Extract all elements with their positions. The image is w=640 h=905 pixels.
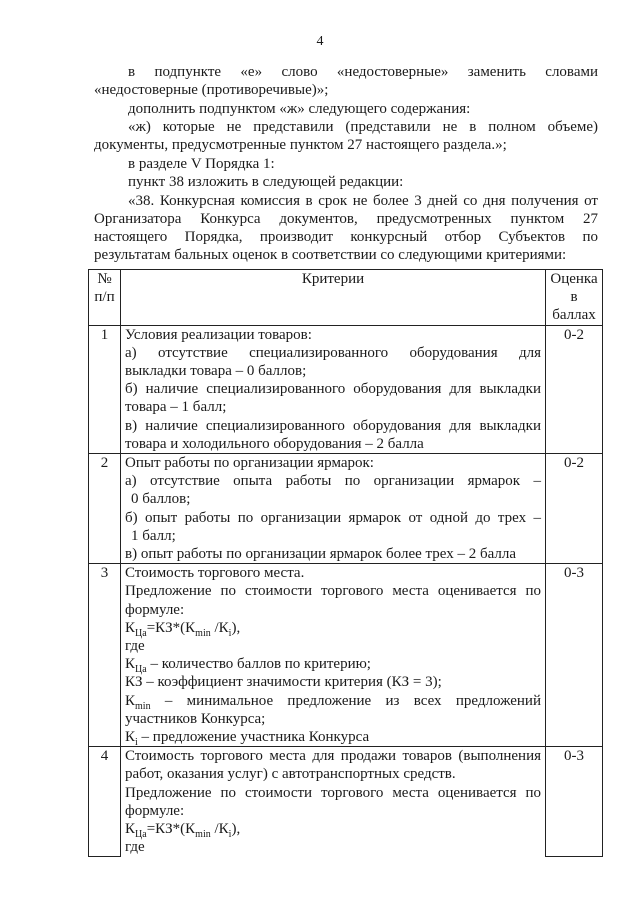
criteria-table — [88, 269, 603, 857]
header-num: № п/п — [89, 270, 121, 326]
paragraph-point-38: пункт 38 изложить в следующей редакции: — [128, 174, 404, 190]
table-header-row — [89, 270, 603, 326]
paragraph-section-v: в разделе V Порядка 1: — [128, 156, 275, 172]
paragraph-add-subpoint: дополнить подпунктом «ж» следующего содержания: — [128, 101, 471, 117]
table-row — [89, 325, 603, 453]
row-criteria: Опыт работы по организации ярмарок: а) отсутствие опыта работы по организации ярмарок – 0 баллов; б) опыт работы по организации ярмарок от одной до трех – 1 балл; в) опыт работы по организации ярмарок более трех – 2 балла — [121, 454, 546, 564]
paragraph-38-line2: Организатора Конкурса документов, предусмотренных пунктом 27 — [94, 211, 598, 227]
paragraph-subpoint-e-line1: в подпункте «е» слово «недостоверные» заменить словами — [128, 64, 598, 80]
table-row — [89, 454, 603, 564]
paragraph-subpoint-zh: «ж) которые не представили (представили не в полном объеме) — [128, 119, 598, 135]
page-number: 4 — [316, 34, 324, 49]
formula: $К_{Ца}=КЗ*(К_{min}$ $/К_i$), — [125, 619, 241, 639]
row-score: 0-3 — [546, 564, 603, 747]
row-criteria: Стоимость торгового места. Предложение по стоимости торгового места оценивается по формуле: $К_{Ца}=КЗ*(К_{min}$ $/К_i$), где $К_{Ца}$ – количество баллов по критерию; КЗ – коэффициент значимости критерия (КЗ = 3); $К_{min}$ – минимальное предложение из всех предложений участников Конкурса; $К_i$ – предложение участника Конкурса — [121, 564, 546, 747]
row-num: 3 — [89, 564, 121, 747]
header-score: Оценка в баллах — [546, 270, 603, 326]
formula: $К_{Ца}=КЗ*(К_{min}$ $/К_i$), — [125, 821, 241, 841]
table-row — [89, 747, 603, 857]
paragraph-38-line4: результатам бальных оценок в соответствии со следующими критериями: — [94, 247, 567, 263]
row-score: 0-2 — [546, 325, 603, 453]
row-num: 2 — [89, 454, 121, 564]
row-score: 0-3 — [546, 747, 603, 857]
row-num: 1 — [89, 325, 121, 453]
paragraph-38-line3: настоящего Порядка, производит конкурсный отбор Субъектов по — [94, 229, 598, 245]
header-criteria: Критерии — [121, 270, 546, 326]
paragraph-subpoint-e — [94, 63, 598, 82]
row-criteria: Стоимость торгового места для продажи товаров (выполнения работ, оказания услуг) с автотранспортных средств. Предложение по стоимости торгового места оценивается по формуле: $К_{Ца}=КЗ*(К_{min}$ $/К_i$), где — [121, 747, 546, 857]
row-criteria: Условия реализации товаров: а) отсутствие специализированного оборудования для выкладки товара – 0 баллов; б) наличие специализированного оборудования для выкладки товара – 1 балл; в) наличие специализированного оборудования для выкладки товара и холодильного оборудования – 2 балла — [121, 325, 546, 453]
table-row — [89, 564, 603, 747]
row-score: 0-2 — [546, 454, 603, 564]
row-num: 4 — [89, 747, 121, 857]
paragraph-subpoint-zh-cont: документы, предусмотренные пунктом 27 настоящего раздела.»; — [94, 137, 507, 153]
paragraph-38-line1: «38. Конкурсная комиссия в срок не более 3 дней со дня получения от — [128, 193, 598, 209]
paragraph-subpoint-e-cont: «недостоверные (противоречивые)»; — [94, 82, 329, 98]
